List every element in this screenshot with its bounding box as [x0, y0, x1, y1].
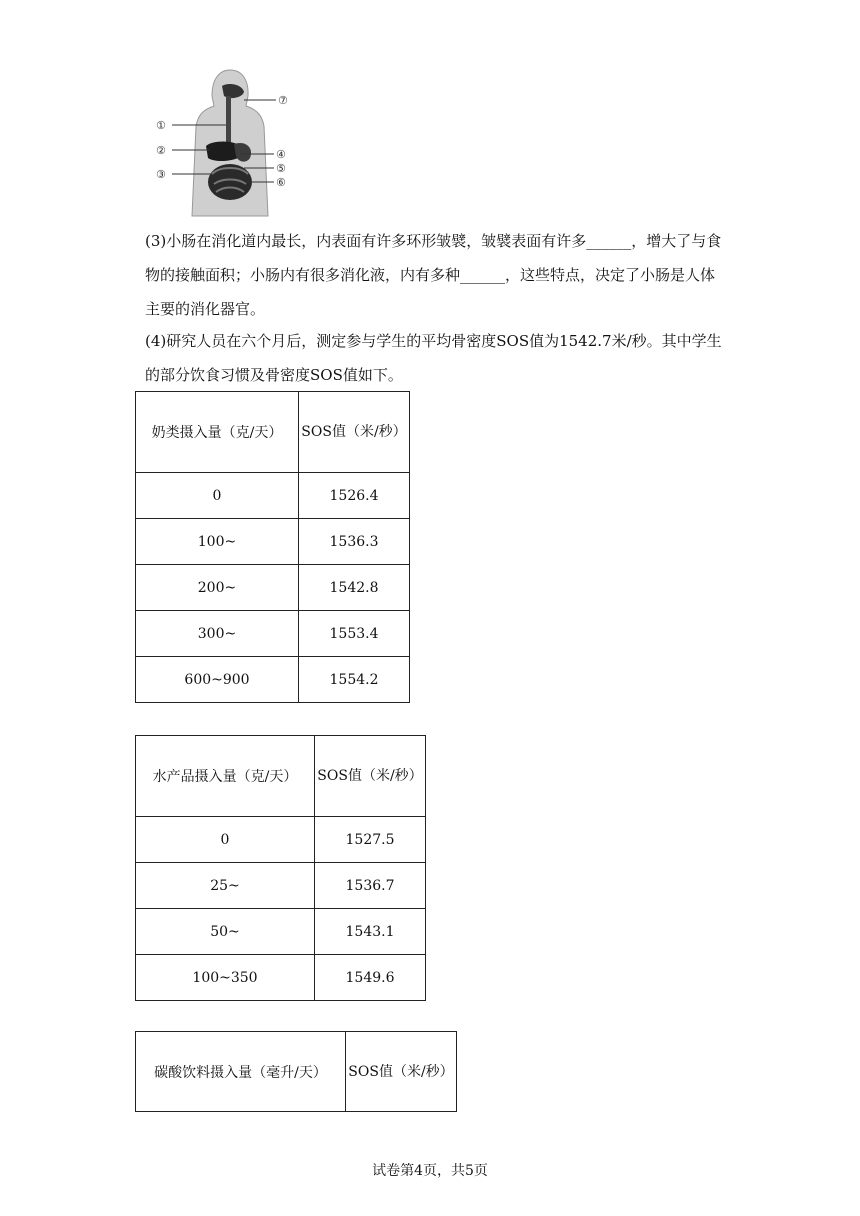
table-header-row — [136, 1032, 457, 1112]
intake-cell: 100~350 — [136, 955, 315, 1001]
sos-cell: 1527.5 — [315, 817, 426, 863]
table-row — [136, 955, 426, 1001]
header-cell-intake: 水产品摄入量（克/天） — [136, 736, 315, 817]
table-row — [136, 473, 410, 519]
header-cell-intake: 奶类摄入量（克/天） — [136, 392, 299, 473]
table-header-row — [136, 392, 410, 473]
table-row — [136, 817, 426, 863]
header-cell-sos: SOS值（米/秒） — [299, 392, 410, 473]
sos-cell: 1553.4 — [299, 611, 410, 657]
digestive-system-figure — [150, 66, 300, 218]
digestive-system-diagram — [150, 66, 300, 218]
sos-cell: 1554.2 — [299, 657, 410, 703]
table-row — [136, 863, 426, 909]
sos-cell: 1536.7 — [315, 863, 426, 909]
table-header-row — [136, 736, 426, 817]
table-row — [136, 611, 410, 657]
table-row — [136, 565, 410, 611]
sos-cell: 1536.3 — [299, 519, 410, 565]
label-1: ① — [156, 119, 166, 132]
table-row — [136, 519, 410, 565]
question-4-text: (4)研究人员在六个月后，测定参与学生的平均骨密度SOS值为1542.7米/秒。其中学生的部分饮食习惯及骨密度SOS值如下。 — [145, 332, 722, 384]
label-7: ⑦ — [278, 94, 288, 107]
question-3-text: (3)小肠在消化道内最长，内表面有许多环形皱襞，皱襞表面有许多______，增大了与食物的接触面积；小肠内有很多消化液，内有多种______，这些特点，决定了小肠是人体主要的消化器官。 — [145, 232, 722, 318]
label-3: ③ — [156, 168, 166, 181]
sos-cell: 1542.8 — [299, 565, 410, 611]
sos-cell: 1526.4 — [299, 473, 410, 519]
soda-intake-table — [135, 1031, 457, 1112]
table-row — [136, 909, 426, 955]
header-cell-sos: SOS值（米/秒） — [346, 1032, 457, 1112]
intake-cell: 0 — [136, 473, 299, 519]
intake-cell: 200~ — [136, 565, 299, 611]
dairy-intake-table — [135, 391, 410, 703]
intake-cell: 50~ — [136, 909, 315, 955]
intake-cell: 300~ — [136, 611, 299, 657]
label-5: ⑤ — [276, 162, 286, 175]
table-row — [136, 657, 410, 703]
label-4: ④ — [276, 148, 286, 161]
label-6: ⑥ — [276, 176, 286, 189]
header-cell-sos: SOS值（米/秒） — [315, 736, 426, 817]
header-cell-intake: 碳酸饮料摄入量（毫升/天） — [136, 1032, 346, 1112]
seafood-intake-table — [135, 735, 426, 1001]
page-footer: 试卷第4页，共5页 — [372, 1163, 488, 1179]
intake-cell: 25~ — [136, 863, 315, 909]
intake-cell: 100~ — [136, 519, 299, 565]
label-2: ② — [156, 144, 166, 157]
intake-cell: 0 — [136, 817, 315, 863]
intake-cell: 600~900 — [136, 657, 299, 703]
sos-cell: 1549.6 — [315, 955, 426, 1001]
sos-cell: 1543.1 — [315, 909, 426, 955]
